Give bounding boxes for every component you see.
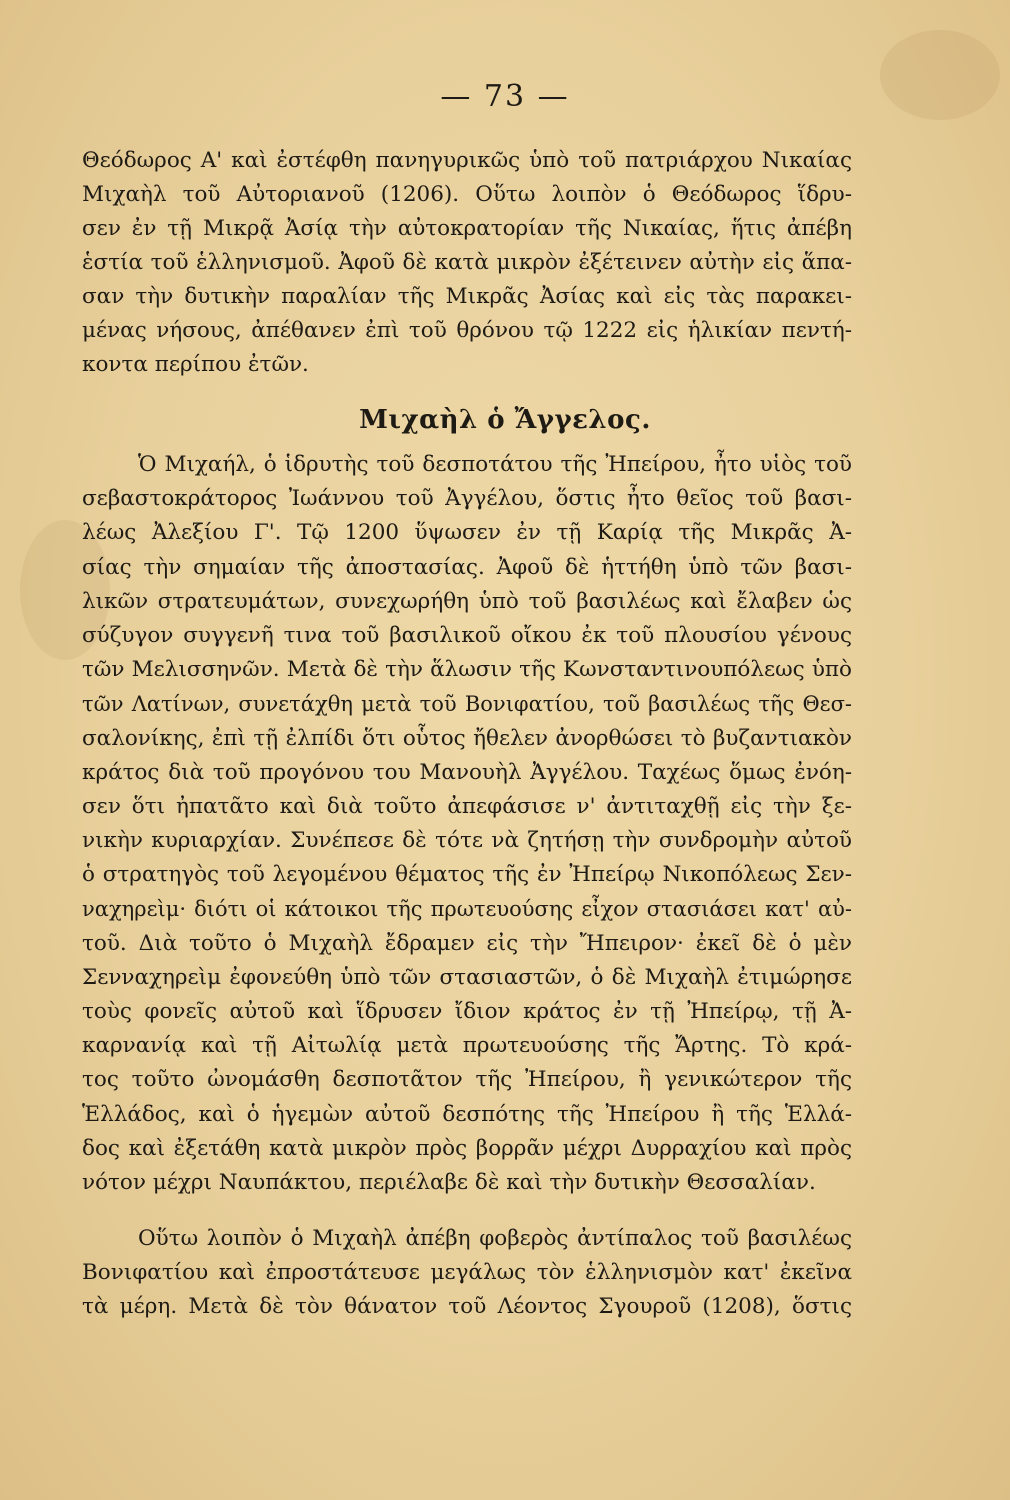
text-line: τῶν Λατίνων, συνετάχθη μετὰ τοῦ Βονιφατίου, τοῦ βασιλέως τῆς Θεσ- — [82, 692, 852, 717]
text-line: Οὕτω λοιπὸν ὁ Μιχαὴλ ἀπέβη φοβερὸς ἀντίπαλος τοῦ βασιλέως — [138, 1226, 852, 1251]
text-line: νικὴν κυριαρχίαν. Συνέπεσε δὲ τότε νὰ ζητήσῃ τὴν συνδρομὴν αὐτοῦ — [82, 828, 852, 854]
text-line: σεν ὅτι ἠπατᾶτο καὶ διὰ τοῦτο ἀπεφάσισε ν' ἀντιταχθῇ εἰς τὴν ξε- — [82, 793, 852, 819]
text-line: Μιχαὴλ τοῦ Αὐτοριανοῦ (1206). Οὕτω λοιπὸν ὁ Θεόδωρος ἵδρυ- — [82, 182, 852, 207]
text-line: νότον μέχρι Ναυπάκτου, περιέλαβε δὲ καὶ τὴν δυτικὴν Θεσσαλίαν. — [82, 1169, 816, 1195]
text-line: τος τοῦτο ὠνομάσθη δεσποτᾶτον τῆς Ἠπείρου, ἢ γενικώτερον τῆς — [82, 1067, 852, 1093]
text-line: τὰ μέρη. Μετὰ δὲ τὸν θάνατον τοῦ Λέοντος Σγουροῦ (1208), ὅστις — [82, 1294, 852, 1320]
text-line: τοὺς φονεῖς αὐτοῦ καὶ ἵδρυσεν ἴδιον κράτος ἐν τῇ Ἠπείρῳ, τῇ Ἀ- — [82, 999, 852, 1024]
text-line: ἑστία τοῦ ἑλληνισμοῦ. Ἀφοῦ δὲ κατὰ μικρὸν ἐξέτεινεν αὐτὴν εἰς ἅπα- — [82, 250, 852, 275]
page-number: — 73 — — [440, 79, 570, 114]
text-line: δος καὶ ἐξετάθη κατὰ μικρὸν πρὸς βορρᾶν μέχρι Δυρραχίου καὶ πρὸς — [82, 1135, 852, 1161]
text-line: μένας νήσους, ἀπέθανεν ἐπὶ τοῦ θρόνου τῷ 1222 εἰς ἡλικίαν πεντή- — [82, 318, 852, 343]
section-heading: Μιχαὴλ ὁ Ἄγγελος. — [359, 405, 651, 435]
paragraph-2 — [82, 448, 852, 1200]
text-line: σαν τὴν δυτικὴν παραλίαν τῆς Μικρᾶς Ἀσίας καὶ εἰς τὰς παρακει- — [82, 284, 852, 309]
text-line: καρνανίᾳ καὶ τῇ Αἰτωλίᾳ μετὰ πρωτευούσης τῆς Ἄρτης. Τὸ κρά- — [82, 1033, 852, 1059]
text-line: κράτος διὰ τοῦ προγόνου του Μανουὴλ Ἀγγέλου. Ταχέως ὅμως ἐνόη- — [82, 759, 852, 785]
text-line: σαλονίκης, ἐπὶ τῇ ἐλπίδι ὅτι οὗτος ἤθελεν ἀνορθώσει τὸ βυζαντιακὸν — [82, 725, 852, 751]
paragraph-1 — [82, 144, 852, 382]
text-line: Σενναχηρεὶμ ἐφονεύθη ὑπὸ τῶν στασιαστῶν, ὁ δὲ Μιχαὴλ ἐτιμώρησε — [82, 964, 852, 990]
text-line: Θεόδωρος Α' καὶ ἐστέφθη πανηγυρικῶς ὑπὸ τοῦ πατριάρχου Νικαίας — [82, 148, 852, 173]
text-line: σίας τὴν σημαίαν τῆς ἀποστασίας. Ἀφοῦ δὲ ἡττήθη ὑπὸ τῶν βασι- — [82, 554, 852, 580]
text-line: τῶν Μελισσηνῶν. Μετὰ δὲ τὴν ἅλωσιν τῆς Κωνσταντινουπόλεως ὑπὸ — [82, 657, 852, 683]
text-line: Ἑλλάδος, καὶ ὁ ἡγεμὼν αὐτοῦ δεσπότης τῆς Ἠπείρου ἢ τῆς Ἑλλά- — [82, 1101, 852, 1127]
text-line: σεβαστοκράτορος Ἰωάννου τοῦ Ἀγγέλου, ὅστις ἦτο θεῖος τοῦ βασι- — [82, 486, 852, 512]
text-line: σύζυγον συγγενῆ τινα τοῦ βασιλικοῦ οἴκου ἐκ τοῦ πλουσίου γένους — [82, 622, 852, 648]
paragraph-3 — [82, 1222, 852, 1325]
text-line: ναχηρεὶμ· διότι οἱ κάτοικοι τῆς πρωτευούσης εἶχον στασιάσει κατ' αὐ- — [82, 897, 852, 922]
text-line: Ὁ Μιχαήλ, ὁ ἱδρυτὴς τοῦ δεσποτάτου τῆς Ἠπείρου, ἦτο υἱὸς τοῦ — [138, 452, 852, 477]
text-line: σεν ἐν τῇ Μικρᾷ Ἀσίᾳ τὴν αὐτοκρατορίαν τῆς Νικαίας, ἥτις ἀπέβη — [82, 216, 852, 241]
text-line: ὁ στρατηγὸς τοῦ λεγομένου θέματος τῆς ἐν Ἠπείρῳ Νικοπόλεως Σεν- — [82, 862, 852, 888]
text-line: Βονιφατίου καὶ ἐπροστάτευσε μεγάλως τὸν ἑλληνισμὸν κατ' ἐκεῖνα — [82, 1260, 852, 1286]
text-line: λέως Ἀλεξίου Γ'. Τῷ 1200 ὕψωσεν ἐν τῇ Καρίᾳ τῆς Μικρᾶς Ἀ- — [82, 520, 852, 546]
text-line: κοντα περίπου ἐτῶν. — [82, 352, 309, 377]
text-line: τοῦ. Διὰ τοῦτο ὁ Μιχαὴλ ἔδραμεν εἰς τὴν Ἤπειρον· ἐκεῖ δὲ ὁ μὲν — [82, 930, 852, 956]
text-line: λικῶν στρατευμάτων, συνεχωρήθη ὑπὸ τοῦ βασιλέως καὶ ἔλαβεν ὡς — [82, 588, 852, 614]
